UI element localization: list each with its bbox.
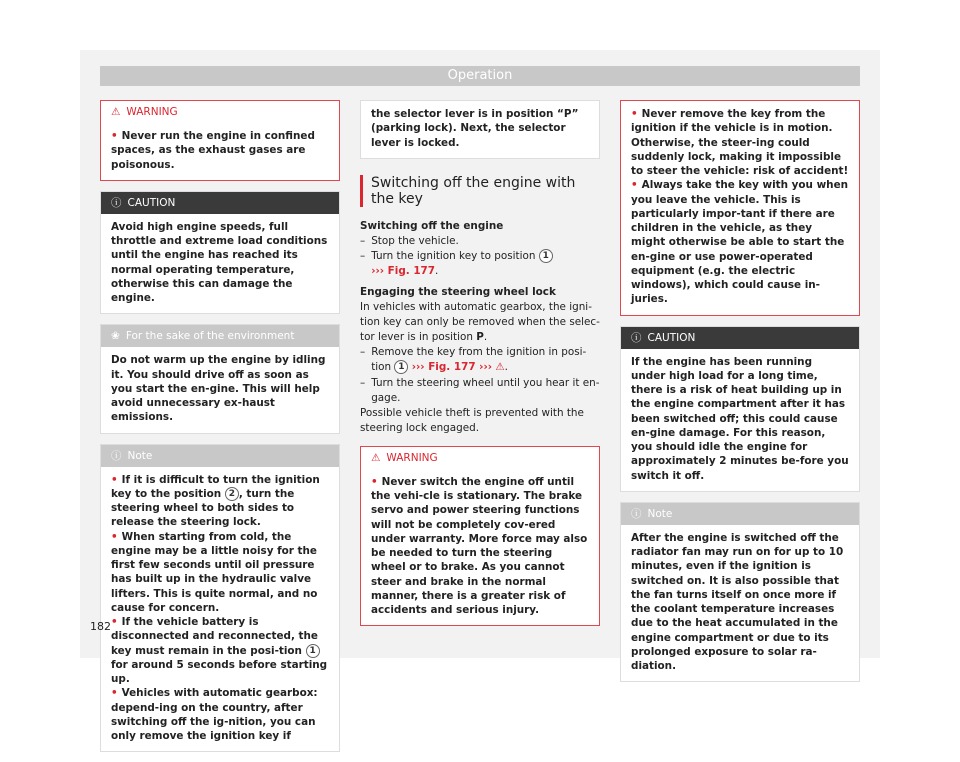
warning-label: WARNING bbox=[126, 106, 178, 118]
note-item: • Vehicles with automatic gearbox: depend-ing on the country, after switching off the ig-nition, you can only remove the ignition key if bbox=[111, 687, 318, 742]
note-body: After the engine is switched off the radiator fan may run on for up to 10 minutes, even if the ignition is switched on. It is also possible that the fan turns itself on once more if the coolant temperature increases due to the heat accumulated in the engine compartment or due to its prolonged exposure to solar ra-diation. bbox=[631, 531, 844, 672]
caution-body: If the engine has been running under high load for a long time, there is a risk of heat building up in the engine compartment after it has been switched off; this could cause en-gine damage. For this reason, you should idle the engine for approximately 2 minutes be-fore you switch it off. bbox=[631, 355, 849, 482]
warning-triangle-icon: ⚠ bbox=[495, 361, 505, 374]
position-1-icon: 1 bbox=[306, 644, 320, 658]
subheading: Switching off the engine bbox=[360, 219, 504, 232]
caution-header bbox=[101, 192, 339, 214]
note-item: • When starting from cold, the engine may be a little noisy for the first few seconds until oil pressure has built up in the hydraulic valve lifters. This is quite normal, and no cause for concern. bbox=[111, 530, 318, 614]
note-header bbox=[621, 503, 859, 525]
environment-body: Do not warm up the engine by idling it. You should drive off as soon as you start the en-gine. This will help avoid unnecessary ex-haust emissions. bbox=[111, 354, 326, 424]
warning-triangle-icon: ⚠ bbox=[111, 106, 121, 118]
caution-label: CAUTION bbox=[127, 196, 176, 209]
step-item: – Turn the ignition key to position 1 ››› Fig. 177. bbox=[360, 249, 600, 279]
note-body bbox=[101, 467, 339, 752]
column-left bbox=[100, 100, 340, 762]
continued-warning-box bbox=[620, 100, 860, 316]
environment-box bbox=[100, 324, 340, 433]
caution-box bbox=[620, 326, 860, 492]
note-box bbox=[100, 444, 340, 753]
warning-box bbox=[360, 446, 600, 627]
position-1-icon: 1 bbox=[539, 249, 553, 263]
continued-warning-box bbox=[360, 100, 600, 159]
warning-header bbox=[361, 447, 599, 469]
paragraph: Possible vehicle theft is prevented with the steering lock engaged. bbox=[360, 406, 584, 434]
environment-flower-icon: ❀ bbox=[111, 330, 120, 343]
warning-body bbox=[361, 469, 599, 626]
subheading: Engaging the steering wheel lock bbox=[360, 286, 556, 299]
warning-item: • Never switch the engine off until the vehi-cle is stationary. The brake servo and power steering functions will not be completely cov-ered under warranty. More force may also be needed to turn the steering wheel or to brake. As you cannot steer and brake in the normal manner, there is a greater risk of accidents and serious injury. bbox=[371, 475, 588, 617]
note-item: • If the vehicle battery is disconnected and reconnected, the key must remain in the posi-tion 1 for around 5 seconds before starting up. bbox=[111, 616, 328, 685]
caution-info-icon: ⓘ bbox=[111, 196, 122, 209]
page-number: 182 bbox=[90, 620, 111, 633]
warning-item: • Never remove the key from the ignition if the vehicle is in motion. Otherwise, the steer-ing could suddenly lock, making it impossible to steer the vehicle: risk of accident! bbox=[631, 108, 849, 177]
caution-body: Avoid high engine speeds, full throttle and extreme load conditions until the engine has reached its normal operating temperature, otherwise this can damage the engine. bbox=[111, 220, 328, 304]
section-title: Switching off the engine with the key bbox=[360, 175, 600, 207]
note-label: Note bbox=[127, 449, 153, 462]
note-icon: ⓘ bbox=[631, 507, 642, 520]
warning-body bbox=[101, 123, 339, 180]
bullet-icon: • bbox=[111, 130, 118, 142]
continued-warning-body: the selector lever is in position “P” (parking lock). Next, the selector lever is locked. bbox=[371, 108, 579, 149]
warning-item: • Always take the key with you when you leave the vehicle. This is particularly impor-tant if there are children in the vehicle, as they might otherwise be able to start the en-gine or use power-operated equipment (e.g. the electric windows), which could cause in-juries. bbox=[631, 179, 849, 306]
caution-header bbox=[621, 327, 859, 349]
figure-link[interactable]: ››› Fig. 177 ››› bbox=[411, 361, 493, 374]
warning-box bbox=[100, 100, 340, 181]
caution-info-icon: ⓘ bbox=[631, 331, 642, 344]
warning-header bbox=[101, 101, 339, 123]
paragraph: In vehicles with automatic gearbox, the igni-tion key can only be removed when the selec-tor lever is in position P. bbox=[360, 301, 600, 344]
warning-label: WARNING bbox=[386, 451, 438, 464]
step-item: – Remove the key from the ignition in posi-tion 1 ››› Fig. 177 ››› ⚠. bbox=[360, 346, 587, 374]
position-2-icon: 2 bbox=[225, 487, 239, 501]
note-item: • If it is difficult to turn the ignition key to the position 2 , turn the steering wheel to both sides to release the steering lock. bbox=[111, 473, 320, 529]
section-content bbox=[360, 219, 600, 436]
caution-box bbox=[100, 191, 340, 315]
environment-header bbox=[101, 325, 339, 347]
step-item: – Turn the steering wheel until you hear it en-gage. bbox=[360, 376, 600, 404]
column-middle bbox=[360, 100, 600, 636]
note-box bbox=[620, 502, 860, 683]
environment-label: For the sake of the environment bbox=[125, 330, 295, 343]
warning-body bbox=[621, 101, 859, 315]
caution-label: CAUTION bbox=[647, 331, 696, 344]
column-right bbox=[620, 100, 860, 692]
note-label: Note bbox=[647, 507, 673, 520]
warning-item: • Never run the engine in confined spaces, as the exhaust gases are poisonous. bbox=[111, 130, 315, 171]
step-item: – Stop the vehicle. bbox=[360, 234, 459, 247]
warning-triangle-icon: ⚠ bbox=[371, 451, 381, 464]
figure-link[interactable]: ››› Fig. 177 bbox=[371, 264, 436, 277]
page-header: Operation bbox=[100, 66, 860, 86]
note-icon: ⓘ bbox=[111, 449, 122, 462]
position-1-icon: 1 bbox=[394, 360, 408, 374]
note-header bbox=[101, 445, 339, 467]
